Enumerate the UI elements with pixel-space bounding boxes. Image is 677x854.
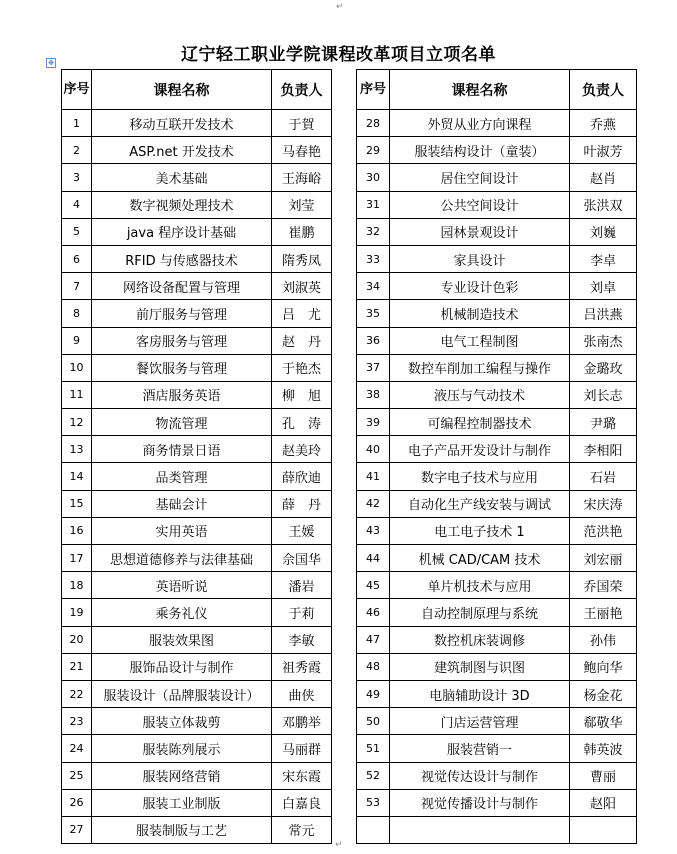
table-row — [357, 653, 637, 680]
cell-seq — [357, 816, 390, 843]
table-row — [357, 137, 637, 164]
cell-owner: 刘巍 — [570, 218, 637, 245]
cell-owner: 孔 涛 — [272, 409, 332, 436]
cell-seq: 22 — [62, 680, 92, 707]
cell-seq: 48 — [357, 653, 390, 680]
table-row — [357, 273, 637, 300]
header-owner: 负责人 — [570, 70, 637, 110]
cell-seq: 33 — [357, 245, 390, 272]
cell-course: ASP.net 开发技术 — [92, 137, 272, 164]
cell-owner: 薛欣迪 — [272, 463, 332, 490]
table-row — [357, 490, 637, 517]
cell-course: 自动控制原理与系统 — [390, 599, 570, 626]
cell-course: 建筑制图与识图 — [390, 653, 570, 680]
cell-owner: 孙伟 — [570, 626, 637, 653]
cell-seq: 9 — [62, 327, 92, 354]
table-row — [62, 463, 332, 490]
cell-owner: 白嘉良 — [272, 789, 332, 816]
cell-seq: 4 — [62, 191, 92, 218]
table-row — [62, 708, 332, 735]
cell-course: 液压与气动技术 — [390, 381, 570, 408]
cell-owner: 韩英波 — [570, 735, 637, 762]
cell-owner: 邓鹏举 — [272, 708, 332, 735]
cell-course — [390, 816, 570, 843]
cell-owner: 常元 — [272, 816, 332, 843]
cell-owner: 刘卓 — [570, 273, 637, 300]
table-row — [62, 517, 332, 544]
cell-seq: 44 — [357, 545, 390, 572]
table-row — [357, 599, 637, 626]
cell-seq: 35 — [357, 300, 390, 327]
cell-owner: 佘国华 — [272, 545, 332, 572]
project-table-left — [61, 69, 332, 844]
table-row — [357, 762, 637, 789]
header-course: 课程名称 — [92, 70, 272, 110]
cell-course: 品类管理 — [92, 463, 272, 490]
cell-course: 网络设备配置与管理 — [92, 273, 272, 300]
cell-course: 客房服务与管理 — [92, 327, 272, 354]
cell-owner: 于賀 — [272, 110, 332, 137]
cell-owner: 柳 旭 — [272, 381, 332, 408]
header-seq: 序号 — [62, 70, 92, 110]
page-title: 辽宁轻工职业学院课程改革项目立项名单 — [181, 45, 496, 65]
cell-seq: 18 — [62, 572, 92, 599]
table-row — [62, 436, 332, 463]
table-row — [62, 110, 332, 137]
cell-seq: 53 — [357, 789, 390, 816]
cell-course: 前厅服务与管理 — [92, 300, 272, 327]
cell-course: 数字视频处理技术 — [92, 191, 272, 218]
cell-owner: 刘宏丽 — [570, 545, 637, 572]
cell-course: 机械制造技术 — [390, 300, 570, 327]
cell-seq: 23 — [62, 708, 92, 735]
cell-course: 数控车削加工编程与操作 — [390, 354, 570, 381]
table-row — [62, 735, 332, 762]
cell-seq: 32 — [357, 218, 390, 245]
cell-seq: 5 — [62, 218, 92, 245]
cell-seq: 34 — [357, 273, 390, 300]
cell-owner: 范洪艳 — [570, 517, 637, 544]
cell-owner: 李敏 — [272, 626, 332, 653]
table-row — [62, 327, 332, 354]
cell-seq: 37 — [357, 354, 390, 381]
cell-course: 移动互联开发技术 — [92, 110, 272, 137]
cell-owner: 吕洪燕 — [570, 300, 637, 327]
table-row — [357, 354, 637, 381]
cell-course: 服装制版与工艺 — [92, 816, 272, 843]
cell-owner: 刘莹 — [272, 191, 332, 218]
table-header-row — [62, 70, 332, 110]
table-row — [62, 545, 332, 572]
cell-course: 基础会计 — [92, 490, 272, 517]
cell-owner: 赵肖 — [570, 164, 637, 191]
table-row — [357, 245, 637, 272]
cell-seq: 21 — [62, 653, 92, 680]
table-row — [62, 164, 332, 191]
cell-owner: 刘淑英 — [272, 273, 332, 300]
table-move-handle-icon[interactable]: ✥ — [46, 58, 56, 68]
table-row — [62, 191, 332, 218]
cell-course: 公共空间设计 — [390, 191, 570, 218]
cell-course: 服装工业制版 — [92, 789, 272, 816]
table-row — [357, 164, 637, 191]
cell-course: 园林景观设计 — [390, 218, 570, 245]
cell-seq: 7 — [62, 273, 92, 300]
paragraph-mark: ↵ — [336, 2, 344, 12]
cell-owner: 曲侠 — [272, 680, 332, 707]
table-row — [62, 789, 332, 816]
cell-course: 居住空间设计 — [390, 164, 570, 191]
cell-course: 美术基础 — [92, 164, 272, 191]
cell-seq: 49 — [357, 680, 390, 707]
cell-seq: 45 — [357, 572, 390, 599]
cell-owner: 赵 丹 — [272, 327, 332, 354]
table-row — [62, 409, 332, 436]
cell-seq: 36 — [357, 327, 390, 354]
cell-seq: 1 — [62, 110, 92, 137]
table-row — [357, 572, 637, 599]
cell-owner: 尹璐 — [570, 409, 637, 436]
cell-course: 服装设计（品牌服装设计） — [92, 680, 272, 707]
table-row — [62, 680, 332, 707]
cell-seq: 15 — [62, 490, 92, 517]
cell-seq: 11 — [62, 381, 92, 408]
table-row — [62, 626, 332, 653]
cell-owner: 乔燕 — [570, 110, 637, 137]
table-row — [357, 381, 637, 408]
table-row — [357, 110, 637, 137]
table-row — [357, 735, 637, 762]
cell-seq: 39 — [357, 409, 390, 436]
cell-seq: 30 — [357, 164, 390, 191]
cell-owner: 曹丽 — [570, 762, 637, 789]
cell-seq: 31 — [357, 191, 390, 218]
table-row — [62, 300, 332, 327]
cell-owner: 杨金花 — [570, 680, 637, 707]
cell-course: 商务情景日语 — [92, 436, 272, 463]
cell-course: 视觉传达设计与制作 — [390, 762, 570, 789]
cell-owner: 王媛 — [272, 517, 332, 544]
cell-seq: 2 — [62, 137, 92, 164]
cell-seq: 25 — [62, 762, 92, 789]
table-row — [62, 354, 332, 381]
table-row — [357, 463, 637, 490]
cell-seq: 52 — [357, 762, 390, 789]
cell-course: 服饰品设计与制作 — [92, 653, 272, 680]
cell-course: 服装网络营销 — [92, 762, 272, 789]
cell-owner: 刘长志 — [570, 381, 637, 408]
cell-owner: 王海峪 — [272, 164, 332, 191]
paragraph-mark: ↵ — [335, 840, 343, 850]
table-row — [62, 245, 332, 272]
cell-course: 实用英语 — [92, 517, 272, 544]
cell-course: RFID 与传感器技术 — [92, 245, 272, 272]
cell-seq: 50 — [357, 708, 390, 735]
cell-owner: 乔国荣 — [570, 572, 637, 599]
cell-course: 服装营销一 — [390, 735, 570, 762]
cell-seq: 29 — [357, 137, 390, 164]
table-row — [62, 381, 332, 408]
table-row — [357, 816, 637, 843]
cell-owner: 李卓 — [570, 245, 637, 272]
cell-seq: 26 — [62, 789, 92, 816]
cell-course: 物流管理 — [92, 409, 272, 436]
table-row — [357, 327, 637, 354]
table-row — [62, 653, 332, 680]
cell-owner: 马丽群 — [272, 735, 332, 762]
cell-seq: 14 — [62, 463, 92, 490]
cell-course: 数控机床装调修 — [390, 626, 570, 653]
cell-course: 外贸从业方向课程 — [390, 110, 570, 137]
cell-course: 电工电子技术 1 — [390, 517, 570, 544]
table-row — [62, 599, 332, 626]
cell-owner: 薛 丹 — [272, 490, 332, 517]
cell-course: 电脑辅助设计 3D — [390, 680, 570, 707]
table-row — [357, 300, 637, 327]
cell-seq: 38 — [357, 381, 390, 408]
table-row — [62, 137, 332, 164]
cell-course: 视觉传播设计与制作 — [390, 789, 570, 816]
table-row — [357, 517, 637, 544]
cell-owner: 马春艳 — [272, 137, 332, 164]
cell-seq: 43 — [357, 517, 390, 544]
cell-course: 门店运营管理 — [390, 708, 570, 735]
cell-owner: 祖秀霞 — [272, 653, 332, 680]
cell-owner: 宋庆涛 — [570, 490, 637, 517]
table-row — [62, 816, 332, 843]
table-row — [62, 218, 332, 245]
cell-course: 机械 CAD/CAM 技术 — [390, 545, 570, 572]
table-row — [62, 762, 332, 789]
cell-seq: 41 — [357, 463, 390, 490]
cell-seq: 46 — [357, 599, 390, 626]
cell-owner: 于艳杰 — [272, 354, 332, 381]
cell-seq: 47 — [357, 626, 390, 653]
cell-course: 自动化生产线安装与调试 — [390, 490, 570, 517]
cell-owner: 王丽艳 — [570, 599, 637, 626]
cell-course: 数字电子技术与应用 — [390, 463, 570, 490]
cell-seq: 3 — [62, 164, 92, 191]
cell-seq: 24 — [62, 735, 92, 762]
cell-seq: 27 — [62, 816, 92, 843]
cell-seq: 19 — [62, 599, 92, 626]
table-row — [357, 680, 637, 707]
cell-seq: 13 — [62, 436, 92, 463]
cell-owner: 李相阳 — [570, 436, 637, 463]
cell-owner: 崔鹏 — [272, 218, 332, 245]
cell-course: 乘务礼仪 — [92, 599, 272, 626]
table-header-row — [357, 70, 637, 110]
cell-course: 服装结构设计（童装） — [390, 137, 570, 164]
cell-owner: 金璐玫 — [570, 354, 637, 381]
table-row — [357, 545, 637, 572]
table-row — [357, 436, 637, 463]
cell-seq: 16 — [62, 517, 92, 544]
table-row — [357, 191, 637, 218]
cell-owner: 石岩 — [570, 463, 637, 490]
table-row — [62, 490, 332, 517]
cell-seq: 12 — [62, 409, 92, 436]
cell-owner: 张南杰 — [570, 327, 637, 354]
cell-owner: 鲍向华 — [570, 653, 637, 680]
header-course: 课程名称 — [390, 70, 570, 110]
cell-course: 单片机技术与应用 — [390, 572, 570, 599]
cell-owner: 赵阳 — [570, 789, 637, 816]
cell-seq: 42 — [357, 490, 390, 517]
header-owner: 负责人 — [272, 70, 332, 110]
cell-owner: 郗敬华 — [570, 708, 637, 735]
cell-owner: 潘岩 — [272, 572, 332, 599]
cell-seq: 17 — [62, 545, 92, 572]
cell-owner — [570, 816, 637, 843]
cell-seq: 28 — [357, 110, 390, 137]
cell-owner: 叶淑芳 — [570, 137, 637, 164]
cell-seq: 40 — [357, 436, 390, 463]
cell-seq: 51 — [357, 735, 390, 762]
cell-seq: 8 — [62, 300, 92, 327]
cell-course: 服装效果图 — [92, 626, 272, 653]
project-table-right — [356, 69, 637, 844]
table-row — [62, 273, 332, 300]
cell-seq: 20 — [62, 626, 92, 653]
cell-owner: 宋东霞 — [272, 762, 332, 789]
cell-course: 电气工程制图 — [390, 327, 570, 354]
cell-course: 专业设计色彩 — [390, 273, 570, 300]
cell-course: 家具设计 — [390, 245, 570, 272]
table-row — [357, 626, 637, 653]
cell-course: 电子产品开发设计与制作 — [390, 436, 570, 463]
cell-course: 英语听说 — [92, 572, 272, 599]
cell-course: 思想道德修养与法律基础 — [92, 545, 272, 572]
cell-course: 餐饮服务与管理 — [92, 354, 272, 381]
cell-owner: 赵美玲 — [272, 436, 332, 463]
cell-owner: 吕 尤 — [272, 300, 332, 327]
cell-seq: 10 — [62, 354, 92, 381]
cell-course: 可编程控制器技术 — [390, 409, 570, 436]
table-row — [357, 218, 637, 245]
cell-course: 服装立体裁剪 — [92, 708, 272, 735]
table-row — [357, 409, 637, 436]
cell-owner: 于莉 — [272, 599, 332, 626]
header-seq: 序号 — [357, 70, 390, 110]
cell-course: 酒店服务英语 — [92, 381, 272, 408]
cell-course: java 程序设计基础 — [92, 218, 272, 245]
cell-seq: 6 — [62, 245, 92, 272]
cell-owner: 隋秀凤 — [272, 245, 332, 272]
cell-owner: 张洪双 — [570, 191, 637, 218]
table-row — [357, 789, 637, 816]
table-row — [62, 572, 332, 599]
table-row — [357, 708, 637, 735]
cell-course: 服装陈列展示 — [92, 735, 272, 762]
